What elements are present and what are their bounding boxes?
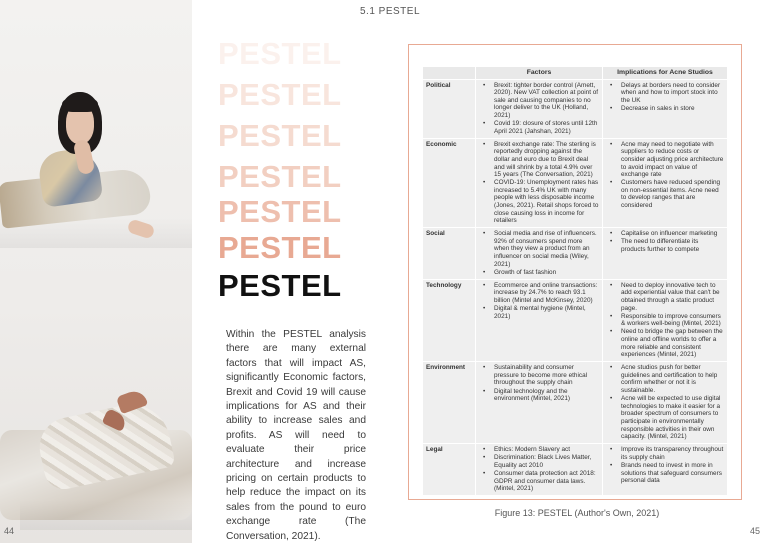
implication-item: • Brands need to invest in more in solutions that safeguard consumers personal data xyxy=(606,462,724,485)
factors-cell xyxy=(476,80,602,138)
table-row xyxy=(423,80,727,138)
header-factors: Factors xyxy=(476,67,602,79)
bullet-list xyxy=(479,230,599,276)
page-number-left: 44 xyxy=(4,526,15,536)
implication-item: • Responsible to improve consumers & workers well-being (Mintel, 2021) xyxy=(606,313,724,328)
model-vest xyxy=(37,146,104,208)
factor-item: • Brexit exchange rate: The sterling is reportedly dropping against the dollar and euro due to Brexit deal and will shrink by a total 4.9% over 15 years (The Conversation, 2021) xyxy=(479,141,599,179)
bullet-list xyxy=(606,364,724,440)
category-cell: Legal xyxy=(423,444,475,495)
bullet-list xyxy=(479,82,599,136)
factor-item: • Social media and rise of influencers. 92% of consumers spend more when they view a product from an influencer on social media (Wiley, 2021) xyxy=(479,230,599,268)
factors-cell xyxy=(476,139,602,228)
implications-cell xyxy=(603,280,727,361)
pestel-wordmark: PESTEL xyxy=(218,194,342,229)
implications-cell xyxy=(603,228,727,279)
category-cell: Economic xyxy=(423,139,475,228)
pestel-table xyxy=(422,66,728,496)
table-row xyxy=(423,139,727,228)
implication-item: • Delays at borders need to consider when and how to import stock into the UK xyxy=(606,82,724,105)
bullet-list xyxy=(606,282,724,359)
fashion-photo xyxy=(0,0,192,543)
factors-cell xyxy=(476,444,602,495)
factors-cell xyxy=(476,280,602,361)
implication-item: • Need to bridge the gap between the online and offline worlds to offer a more reliable and consistent experiences (Mintel, 2021) xyxy=(606,328,724,358)
bullet-list xyxy=(479,282,599,320)
bullet-list xyxy=(479,141,599,225)
header-blank xyxy=(423,67,475,79)
implications-cell xyxy=(603,444,727,495)
bullet-list xyxy=(479,364,599,402)
factor-item: • Brexit: tighter border control (Amett, 2020). New VAT collection at point of sale and causing companies to no longer deliver to the UK (Holland, 2021) xyxy=(479,82,599,120)
factor-item: • Digital & mental hygiene (Mintel, 2021) xyxy=(479,305,599,320)
pestel-wordmark: PESTEL xyxy=(218,230,342,265)
implications-cell xyxy=(603,80,727,138)
factor-item: • Ecommerce and online transactions: increase by 24.7% to reach 93.1 billion (Mintel and McKinsey, 2020) xyxy=(479,282,599,305)
pestel-wordmark: PESTEL xyxy=(218,36,342,71)
category-cell: Technology xyxy=(423,280,475,361)
table-row xyxy=(423,444,727,495)
pestel-wordmark: PESTEL xyxy=(218,118,342,153)
implication-item: • Improve its transparency throughout its supply chain xyxy=(606,446,724,461)
header-implications: Implications for Acne Studios xyxy=(603,67,727,79)
figure-caption: Figure 13: PESTEL (Author's Own, 2021) xyxy=(494,508,660,518)
page-number-right: 45 xyxy=(749,526,760,536)
section-header: 5.1 PESTEL xyxy=(359,6,421,17)
bullet-list xyxy=(606,82,724,113)
factor-item: • Ethics: Modern Slavery act xyxy=(479,446,599,454)
category-cell: Political xyxy=(423,80,475,138)
table-row xyxy=(423,362,727,443)
factor-item: • Digital technology and the environment (Mintel, 2021) xyxy=(479,388,599,403)
pestel-wordmark: PESTEL xyxy=(218,77,342,112)
factors-cell xyxy=(476,362,602,443)
implications-cell xyxy=(603,362,727,443)
implication-item: • Acne may need to negotiate with suppliers to reduce costs or consider adjusting price architecture to avoid impact on value of exchange rate xyxy=(606,141,724,179)
factor-item: • Covid 19: closure of stores until 12th April 2021 (Jahshan, 2021) xyxy=(479,120,599,135)
intro-paragraph: Within the PESTEL analysis there are many external factors that will impact AS, significantly Economic factors, Brexit and Covid 19 will cause implications for AS and their ability to increase sales and profits. AS will need to evaluate their price architecture and increase pricing on certain products to help reduce the impact on its sales from the pound to euro exchange rate (The Conversation, 2021). xyxy=(226,329,366,542)
factor-item: • COVID-19: Unemployment rates has increased to 5.4% UK with many people with less disposable income (Jones, 2021). Retail shops forced to close causing loss in income for retailers xyxy=(479,179,599,225)
category-cell: Social xyxy=(423,228,475,279)
pestel-wordmark: PESTEL xyxy=(218,159,342,194)
implications-cell xyxy=(603,139,727,228)
implication-item: • Acne studios push for better guidelines and certification to help confirm whether or not it is sustainable. xyxy=(606,364,724,394)
table-row xyxy=(423,228,727,279)
factor-item: • Consumer data protection act 2018: GDPR and consumer data laws. (Mintel, 2021) xyxy=(479,470,599,493)
table-header-row xyxy=(423,67,727,79)
factors-cell xyxy=(476,228,602,279)
implication-item: • Customers have reduced spending on non-essential items. Acne need to develop ranges that are considered xyxy=(606,179,724,209)
factor-item: • Sustainability and consumer pressure to become more ethical throughout the supply chain xyxy=(479,364,599,387)
model-bangs xyxy=(62,96,98,112)
bullet-list xyxy=(606,446,724,484)
implication-item: • Need to deploy innovative tech to add experiential value that can't be obtained through a static product page. xyxy=(606,282,724,312)
bullet-list xyxy=(479,446,599,493)
implication-item: • Capitalise on influencer marketing xyxy=(606,230,724,238)
implication-item: • The need to differentiate its products further to compete xyxy=(606,238,724,253)
category-cell: Environment xyxy=(423,362,475,443)
factor-item: • Growth of fast fashion xyxy=(479,269,599,277)
implication-item: • Acne will be expected to use digital technologies to make it easier for a broader spectrum of consumers to participate in environmentally responsible activities in their own capacity. (Mintel, 2021) xyxy=(606,395,724,441)
photo-shadow xyxy=(20,500,192,530)
pestel-title: PESTEL xyxy=(218,268,342,303)
implication-item: • Decrease in sales in store xyxy=(606,105,724,113)
factor-item: • Discrimination: Black Lives Matter, Equality act 2010 xyxy=(479,454,599,469)
bullet-list xyxy=(606,230,724,253)
table-row xyxy=(423,280,727,361)
bullet-list xyxy=(606,141,724,210)
